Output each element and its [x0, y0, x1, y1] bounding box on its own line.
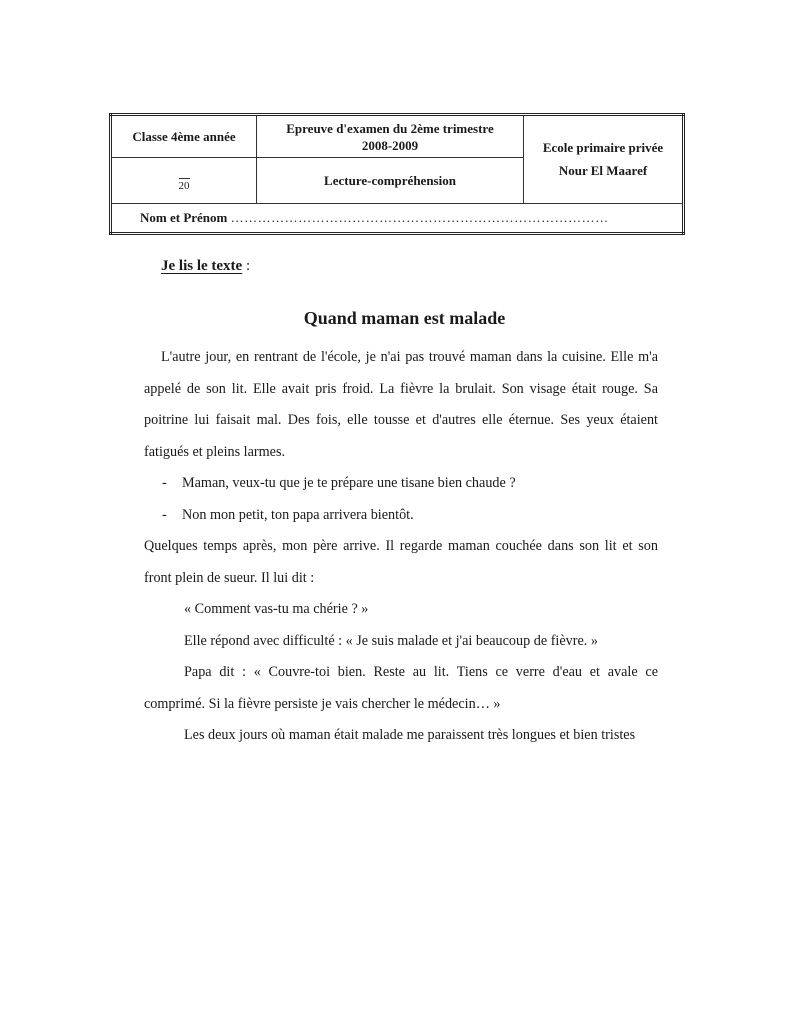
subject-label: Lecture-compréhension	[324, 172, 456, 188]
score-denominator: 20	[178, 179, 190, 192]
school-name-line1: Ecole primaire privée	[542, 140, 664, 156]
dialogue-dash: -	[162, 506, 167, 523]
school-name-line2: Nour El Maaref	[558, 163, 648, 179]
school-cell	[524, 115, 684, 204]
exam-header-table	[109, 113, 685, 235]
exam-title-cell	[257, 115, 524, 158]
story-body	[144, 342, 658, 752]
paragraph-1: L'autre jour, en rentrant de l'école, je n'ai pas trouvé maman dans la cuisine. Elle m'a appelé de son lit. Elle avait pris froid. La fièvre la brulait. Son visage était rouge. Sa poitrine lui faisait mal. Des fois, elle tousse et d'autres elle éternue. Ses yeux étaient fatigués et pleins larmes.	[144, 349, 658, 460]
dialogue-line-1	[144, 468, 658, 500]
section-heading-text: Je lis le texte	[161, 258, 243, 274]
story-title: Quand maman est malade	[303, 308, 506, 328]
name-label: Nom et Prénom	[140, 210, 228, 226]
class-cell	[111, 115, 257, 158]
dialogue-text-1: Maman, veux-tu que je te prépare une tisane bien chaude ?	[182, 475, 516, 491]
exam-title-line1: Epreuve d'examen du 2ème trimestre	[286, 120, 494, 136]
section-heading	[161, 258, 250, 275]
score-cell	[111, 158, 257, 203]
quote-line-1: « Comment vas-tu ma chérie ? »	[184, 601, 369, 617]
paragraph-2: Quelques temps après, mon père arrive. Il regarde maman couchée dans son lit et son front plein de sueur. Il lui dit :	[144, 538, 658, 586]
dialogue-text-2: Non mon petit, ton papa arrivera bientôt.	[182, 506, 414, 523]
dialogue-line-2	[144, 500, 658, 532]
paragraph-3: Elle répond avec difficulté : « Je suis malade et j'ai beaucoup de fièvre. »	[184, 632, 598, 649]
paragraph-4: Papa dit : « Couvre-toi bien. Reste au lit. Tiens ce verre d'eau et avale ce comprimé. Si la fièvre persiste je vais chercher le médecin… »	[144, 664, 658, 712]
name-fill-line: …………………………………………………………………………	[230, 210, 609, 226]
paragraph-5: Les deux jours où maman était malade me paraissent très longues et bien tristes	[184, 727, 636, 743]
dialogue-dash: -	[162, 475, 167, 491]
exam-title-line2: 2008-2009	[361, 137, 419, 153]
class-label: Classe 4ème année	[132, 129, 236, 145]
name-cell	[111, 203, 684, 233]
subject-cell	[257, 158, 524, 203]
section-heading-colon: :	[242, 258, 251, 274]
